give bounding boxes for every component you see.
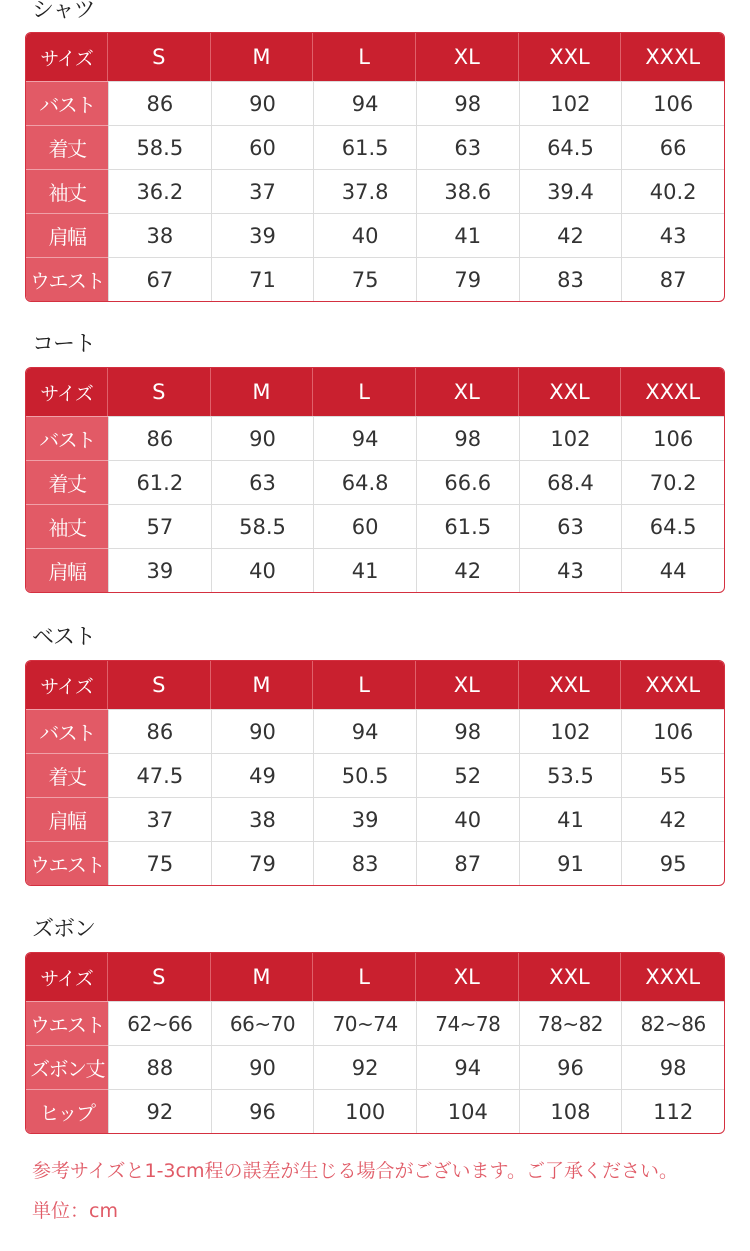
row-label: ウエスト: [26, 841, 108, 885]
size-header-xxxl: XXXL: [621, 368, 724, 416]
table-cell: 83: [313, 841, 416, 885]
table-cell: 87: [416, 841, 519, 885]
table-cell: 90: [211, 81, 314, 125]
table-cell: 66.6: [416, 460, 519, 504]
table-cell: 102: [519, 709, 622, 753]
size-header-xl: XL: [416, 33, 519, 81]
table-cell: 86: [108, 709, 211, 753]
table-cell: 90: [211, 1045, 314, 1089]
table-cell: 52: [416, 753, 519, 797]
table-cell: 44: [621, 548, 724, 592]
row-label: 着丈: [26, 125, 108, 169]
table-cell: 42: [519, 213, 622, 257]
table-cell: 95: [621, 841, 724, 885]
row-label: 袖丈: [26, 169, 108, 213]
table-cell: 102: [519, 81, 622, 125]
table-cell: 75: [108, 841, 211, 885]
table-cell: 55: [621, 753, 724, 797]
table-cell: 66: [621, 125, 724, 169]
table-cell: 112: [621, 1089, 724, 1133]
table-cell: 70~74: [313, 1001, 416, 1045]
table-cell: 94: [313, 416, 416, 460]
table-cell: 104: [416, 1089, 519, 1133]
size-header-xl: XL: [416, 661, 519, 709]
table-cell: 41: [313, 548, 416, 592]
row-label: バスト: [26, 709, 108, 753]
table-header-row: [26, 33, 724, 81]
table-header-row: [26, 368, 724, 416]
size-table-shirt: [25, 32, 725, 302]
table-row: [26, 1045, 724, 1089]
section-title-shirt: シャツ: [32, 0, 95, 23]
table-cell: 92: [313, 1045, 416, 1089]
table-cell: 106: [621, 81, 724, 125]
size-header-xxl: XXL: [519, 661, 622, 709]
table-cell: 37: [108, 797, 211, 841]
table-cell: 39.4: [519, 169, 622, 213]
table-cell: 62~66: [108, 1001, 211, 1045]
table-cell: 42: [416, 548, 519, 592]
table-cell: 94: [313, 81, 416, 125]
table-row: [26, 169, 724, 213]
table-row: [26, 81, 724, 125]
table-cell: 38: [211, 797, 314, 841]
table-cell: 86: [108, 416, 211, 460]
table-header-row: [26, 953, 724, 1001]
size-header-label: サイズ: [26, 33, 108, 81]
row-label: 肩幅: [26, 797, 108, 841]
size-header-s: S: [108, 368, 211, 416]
table-cell: 36.2: [108, 169, 211, 213]
table-cell: 74~78: [416, 1001, 519, 1045]
row-label: 着丈: [26, 460, 108, 504]
table-row: [26, 841, 724, 885]
table-cell: 43: [621, 213, 724, 257]
table-cell: 40: [211, 548, 314, 592]
table-cell: 63: [519, 504, 622, 548]
table-cell: 61.2: [108, 460, 211, 504]
size-header-xxxl: XXXL: [621, 661, 724, 709]
table-cell: 86: [108, 81, 211, 125]
table-cell: 102: [519, 416, 622, 460]
table-cell: 40: [313, 213, 416, 257]
size-table-vest: [25, 660, 725, 886]
table-cell: 39: [108, 548, 211, 592]
table-cell: 39: [313, 797, 416, 841]
table-cell: 92: [108, 1089, 211, 1133]
table-cell: 64.5: [519, 125, 622, 169]
row-label: 肩幅: [26, 548, 108, 592]
size-header-label: サイズ: [26, 368, 108, 416]
table-cell: 94: [313, 709, 416, 753]
table-cell: 98: [416, 416, 519, 460]
size-table-pants: [25, 952, 725, 1134]
table-header-row: [26, 661, 724, 709]
table-cell: 39: [211, 213, 314, 257]
table-cell: 106: [621, 416, 724, 460]
table-cell: 98: [416, 709, 519, 753]
table-row: [26, 257, 724, 301]
size-header-xxxl: XXXL: [621, 953, 724, 1001]
table-cell: 43: [519, 548, 622, 592]
table-cell: 37: [211, 169, 314, 213]
table-cell: 88: [108, 1045, 211, 1089]
table-cell: 41: [519, 797, 622, 841]
table-row: [26, 460, 724, 504]
table-cell: 78~82: [519, 1001, 622, 1045]
size-header-l: L: [313, 368, 416, 416]
table-cell: 83: [519, 257, 622, 301]
table-cell: 87: [621, 257, 724, 301]
table-cell: 41: [416, 213, 519, 257]
table-cell: 50.5: [313, 753, 416, 797]
table-cell: 49: [211, 753, 314, 797]
table-cell: 106: [621, 709, 724, 753]
table-cell: 61.5: [416, 504, 519, 548]
table-cell: 63: [211, 460, 314, 504]
table-cell: 58.5: [108, 125, 211, 169]
table-cell: 68.4: [519, 460, 622, 504]
table-cell: 67: [108, 257, 211, 301]
size-disclaimer: 参考サイズと1-3cm程の誤差が生じる場合がございます。ご了承ください。: [32, 1160, 678, 1182]
table-row: [26, 1089, 724, 1133]
table-row: [26, 548, 724, 592]
table-row: [26, 753, 724, 797]
row-label: ヒップ: [26, 1089, 108, 1133]
size-header-xl: XL: [416, 368, 519, 416]
section-title-coat: コート: [32, 332, 96, 357]
row-label: 肩幅: [26, 213, 108, 257]
size-header-s: S: [108, 953, 211, 1001]
size-header-m: M: [211, 953, 314, 1001]
table-cell: 94: [416, 1045, 519, 1089]
size-header-s: S: [108, 33, 211, 81]
table-row: [26, 709, 724, 753]
table-cell: 91: [519, 841, 622, 885]
table-row: [26, 797, 724, 841]
table-cell: 66~70: [211, 1001, 314, 1045]
size-header-s: S: [108, 661, 211, 709]
size-header-label: サイズ: [26, 953, 108, 1001]
size-header-label: サイズ: [26, 661, 108, 709]
table-row: [26, 416, 724, 460]
table-cell: 79: [416, 257, 519, 301]
table-cell: 90: [211, 416, 314, 460]
size-header-l: L: [313, 661, 416, 709]
size-header-m: M: [211, 661, 314, 709]
row-label: ウエスト: [26, 257, 108, 301]
table-cell: 96: [519, 1045, 622, 1089]
table-cell: 53.5: [519, 753, 622, 797]
table-cell: 75: [313, 257, 416, 301]
table-cell: 70.2: [621, 460, 724, 504]
row-label: ズボン丈: [26, 1045, 108, 1089]
table-row: [26, 213, 724, 257]
table-cell: 47.5: [108, 753, 211, 797]
table-cell: 58.5: [211, 504, 314, 548]
size-header-m: M: [211, 33, 314, 81]
size-header-l: L: [313, 953, 416, 1001]
table-cell: 63: [416, 125, 519, 169]
table-row: [26, 125, 724, 169]
table-row: [26, 504, 724, 548]
table-cell: 40.2: [621, 169, 724, 213]
table-cell: 98: [621, 1045, 724, 1089]
unit-label: 単位：cm: [32, 1200, 118, 1222]
size-header-m: M: [211, 368, 314, 416]
table-cell: 71: [211, 257, 314, 301]
table-cell: 100: [313, 1089, 416, 1133]
table-cell: 79: [211, 841, 314, 885]
table-cell: 108: [519, 1089, 622, 1133]
size-header-xxxl: XXXL: [621, 33, 724, 81]
table-cell: 82~86: [621, 1001, 724, 1045]
table-cell: 96: [211, 1089, 314, 1133]
section-title-pants: ズボン: [32, 917, 96, 942]
size-table-coat: [25, 367, 725, 593]
row-label: 着丈: [26, 753, 108, 797]
table-cell: 38: [108, 213, 211, 257]
table-cell: 40: [416, 797, 519, 841]
table-cell: 57: [108, 504, 211, 548]
size-header-l: L: [313, 33, 416, 81]
table-row: [26, 1001, 724, 1045]
table-cell: 42: [621, 797, 724, 841]
table-cell: 64.8: [313, 460, 416, 504]
table-cell: 98: [416, 81, 519, 125]
size-header-xxl: XXL: [519, 368, 622, 416]
section-title-vest: ベスト: [32, 625, 96, 650]
table-cell: 60: [211, 125, 314, 169]
row-label: バスト: [26, 416, 108, 460]
table-cell: 38.6: [416, 169, 519, 213]
table-cell: 64.5: [621, 504, 724, 548]
table-cell: 60: [313, 504, 416, 548]
row-label: バスト: [26, 81, 108, 125]
table-cell: 90: [211, 709, 314, 753]
size-header-xl: XL: [416, 953, 519, 1001]
size-header-xxl: XXL: [519, 33, 622, 81]
size-header-xxl: XXL: [519, 953, 622, 1001]
table-cell: 61.5: [313, 125, 416, 169]
row-label: ウエスト: [26, 1001, 108, 1045]
table-cell: 37.8: [313, 169, 416, 213]
row-label: 袖丈: [26, 504, 108, 548]
